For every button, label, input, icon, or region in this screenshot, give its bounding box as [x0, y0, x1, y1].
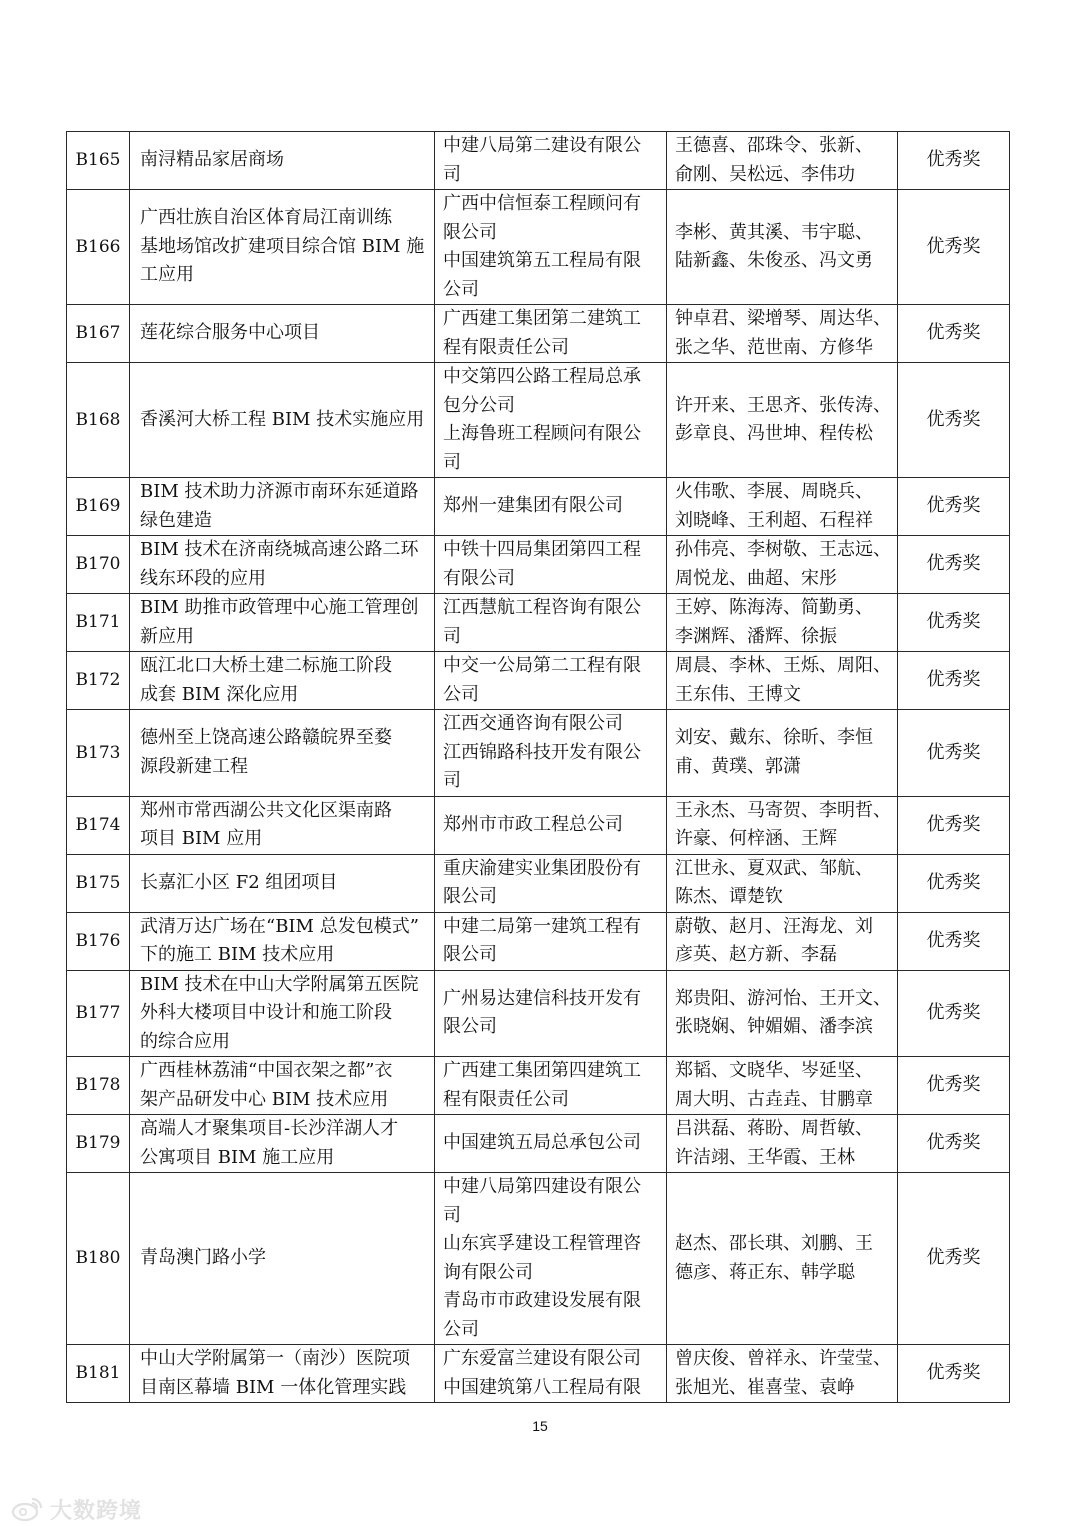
award-level-cell: 优秀奖: [898, 594, 1010, 652]
company-line: 司: [443, 625, 461, 647]
project-name-line: 香溪河大桥工程 BIM 技术实施应用: [140, 408, 425, 430]
company-line: 公司: [443, 278, 479, 300]
participants-cell: [667, 363, 898, 478]
table-row: [67, 1115, 1010, 1173]
participants-line: 王永杰、马寄贺、李明哲、: [675, 799, 891, 821]
project-name-cell: [130, 1345, 435, 1403]
project-name-cell: [130, 912, 435, 970]
participants-line: 王德喜、邵珠令、张新、: [675, 135, 873, 156]
project-name-cell: [130, 1057, 435, 1115]
entry-id-cell: B174: [67, 796, 130, 854]
project-name-cell: [130, 652, 435, 710]
participants-line: 陈杰、谭楚钦: [675, 886, 783, 907]
company-line: 程有限责任公司: [443, 1088, 569, 1110]
company-line: 包分公司: [443, 394, 515, 416]
participants-line: 德彦、蒋正东、韩学聪: [675, 1261, 855, 1283]
project-name-line: 武清万达广场在“BIM 总发包模式”: [140, 915, 419, 937]
entry-id-cell: B168: [67, 363, 130, 478]
award-level-cell: 优秀奖: [898, 1057, 1010, 1115]
company-cell: [435, 478, 667, 536]
page-number: 15: [532, 1418, 548, 1434]
project-name-line: 广西壮族自治区体育局江南训练: [140, 207, 392, 229]
project-name-line: 外科大楼项目中设计和施工阶段: [140, 1002, 392, 1023]
participants-cell: [667, 1115, 898, 1173]
participants-line: 周大明、古垚垚、甘鹏章: [675, 1088, 873, 1110]
participants-line: 孙伟亮、李树敬、王志远、: [675, 539, 891, 560]
participants-line: 刘安、戴东、徐昕、李恒: [675, 727, 873, 749]
participants-cell: [667, 594, 898, 652]
award-level-cell: 优秀奖: [898, 854, 1010, 912]
participants-cell: [667, 970, 898, 1057]
entry-id-cell: B171: [67, 594, 130, 652]
project-name-line: 下的施工 BIM 技术应用: [140, 944, 335, 965]
company-cell: [435, 710, 667, 797]
participants-line: 郑贵阳、游河怡、王开文、: [675, 987, 891, 1009]
participants-cell: [667, 1345, 898, 1403]
project-name-line: BIM 技术在中山大学附属第五医院: [140, 973, 419, 995]
participants-cell: [667, 912, 898, 970]
company-line: 公司: [443, 683, 479, 705]
company-line: 青岛市市政建设发展有限: [443, 1290, 641, 1311]
company-line: 广东爱富兰建设有限公司: [443, 1348, 641, 1369]
participants-line: 俞刚、吴松远、李伟功: [675, 163, 855, 185]
participants-line: 火伟歌、李展、周晓兵、: [675, 481, 873, 502]
participants-line: 张晓娴、钟媚媚、潘李滨: [675, 1016, 873, 1038]
entry-id-cell: B176: [67, 912, 130, 970]
award-table: [66, 131, 1010, 1403]
company-line: 询有限公司: [443, 1261, 533, 1283]
award-level-cell: 优秀奖: [898, 536, 1010, 594]
company-line: 限公司: [443, 944, 497, 965]
project-name-line: 的综合应用: [140, 1030, 230, 1052]
company-line: 广州易达建信科技开发有: [443, 987, 641, 1009]
project-name-cell: [130, 854, 435, 912]
project-name-line: 工应用: [140, 264, 194, 286]
project-name-line: 郑州市常西湖公共文化区渠南路: [140, 799, 392, 821]
project-name-line: 德州至上饶高速公路赣皖界至婺: [140, 727, 392, 749]
company-cell: [435, 854, 667, 912]
award-level-cell: 优秀奖: [898, 710, 1010, 797]
participants-line: 郑韬、文晓华、岑延坚、: [675, 1060, 873, 1081]
participants-cell: [667, 478, 898, 536]
company-line: 有限公司: [443, 567, 515, 589]
company-cell: [435, 1345, 667, 1403]
participants-line: 许洁翊、王华霞、王林: [675, 1146, 855, 1168]
company-cell: [435, 1173, 667, 1345]
table-row: [67, 710, 1010, 797]
participants-cell: [667, 536, 898, 594]
project-name-cell: [130, 190, 435, 305]
award-level-cell: 优秀奖: [898, 132, 1010, 190]
company-line: 中国建筑第五工程局有限: [443, 250, 641, 271]
participants-line: 钟卓君、梁增琴、周达华、: [675, 308, 891, 329]
entry-id-cell: B170: [67, 536, 130, 594]
participants-line: 李彬、黄其溪、韦宇聪、: [675, 221, 873, 243]
table-row: [67, 970, 1010, 1057]
company-line: 公司: [443, 1318, 479, 1340]
participants-line: 彦英、赵方新、李磊: [675, 944, 837, 965]
project-name-cell: [130, 594, 435, 652]
entry-id-cell: B165: [67, 132, 130, 190]
company-cell: [435, 363, 667, 478]
participants-line: 刘晓峰、王利超、石程祥: [675, 509, 873, 531]
company-cell: [435, 912, 667, 970]
award-level-cell: 优秀奖: [898, 305, 1010, 363]
entry-id-cell: B167: [67, 305, 130, 363]
table-row: [67, 912, 1010, 970]
table-row: [67, 594, 1010, 652]
company-line: 中建二局第一建筑工程有: [443, 915, 641, 937]
project-name-cell: [130, 363, 435, 478]
table-row: [67, 305, 1010, 363]
company-cell: [435, 796, 667, 854]
participants-cell: [667, 305, 898, 363]
table-row: [67, 854, 1010, 912]
company-line: 重庆渝建实业集团股份有: [443, 857, 641, 879]
company-line: 中交一公局第二工程有限: [443, 655, 641, 676]
company-cell: [435, 594, 667, 652]
company-line: 中铁十四局集团第四工程: [443, 539, 641, 560]
project-name-cell: [130, 1173, 435, 1345]
watermark-text: 大数跨境: [50, 1498, 143, 1524]
participants-cell: [667, 1173, 898, 1345]
company-line: 中国建筑五局总承包公司: [443, 1132, 641, 1154]
project-name-line: 线东环段的应用: [140, 567, 266, 589]
company-line: 司: [443, 451, 461, 473]
entry-id-cell: B177: [67, 970, 130, 1057]
company-line: 江西锦路科技开发有限公: [443, 741, 641, 763]
participants-line: 张旭光、崔喜莹、袁峥: [675, 1376, 855, 1398]
project-name-line: BIM 助推市政管理中心施工管理创: [140, 597, 419, 618]
project-name-cell: [130, 710, 435, 797]
participants-line: 许开来、王思齐、张传涛、: [675, 394, 891, 416]
entry-id-cell: B166: [67, 190, 130, 305]
company-line: 江西慧航工程咨询有限公: [443, 597, 641, 618]
entry-id-cell: B175: [67, 854, 130, 912]
entry-id-cell: B169: [67, 478, 130, 536]
participants-line: 吕洪磊、蒋盼、周哲敏、: [675, 1118, 873, 1139]
participants-line: 周悦龙、曲超、宋彤: [675, 567, 837, 589]
participants-cell: [667, 132, 898, 190]
participants-cell: [667, 190, 898, 305]
project-name-cell: [130, 536, 435, 594]
project-name-line: 绿色建造: [140, 509, 212, 531]
company-line: 中国建筑第八工程局有限: [443, 1376, 641, 1398]
project-name-line: 瓯江北口大桥土建二标施工阶段: [140, 655, 392, 676]
company-cell: [435, 652, 667, 710]
company-cell: [435, 1057, 667, 1115]
award-level-cell: 优秀奖: [898, 970, 1010, 1057]
company-line: 江西交通咨询有限公司: [443, 713, 623, 734]
participants-line: 甫、黄璞、郭潇: [675, 755, 801, 777]
table-row: [67, 536, 1010, 594]
participants-cell: [667, 652, 898, 710]
participants-line: 赵杰、邵长琪、刘鹏、王: [675, 1233, 873, 1254]
company-line: 限公司: [443, 221, 497, 243]
participants-cell: [667, 710, 898, 797]
company-line: 限公司: [443, 1016, 497, 1038]
participants-cell: [667, 796, 898, 854]
watermark: [10, 1494, 142, 1524]
entry-id-cell: B178: [67, 1057, 130, 1115]
company-line: 程有限责任公司: [443, 336, 569, 358]
participants-line: 曾庆俊、曾祥永、许莹莹、: [675, 1348, 891, 1369]
table-row: [67, 652, 1010, 710]
project-name-cell: [130, 478, 435, 536]
company-line: 上海鲁班工程顾问有限公: [443, 423, 641, 444]
award-level-cell: 优秀奖: [898, 1115, 1010, 1173]
participants-line: 王东伟、王博文: [675, 683, 801, 705]
project-name-line: 架产品研发中心 BIM 技术应用: [140, 1088, 389, 1110]
participants-line: 彭章良、冯世坤、程传松: [675, 423, 873, 444]
award-level-cell: 优秀奖: [898, 1345, 1010, 1403]
company-line: 广西建工集团第二建筑工: [443, 308, 641, 329]
project-name-cell: [130, 970, 435, 1057]
table-row: [67, 132, 1010, 190]
company-cell: [435, 970, 667, 1057]
award-level-cell: 优秀奖: [898, 912, 1010, 970]
entry-id-cell: B180: [67, 1173, 130, 1345]
table-row: [67, 1345, 1010, 1403]
project-name-line: 项目 BIM 应用: [140, 828, 263, 849]
company-line: 司: [443, 1204, 461, 1226]
project-name-cell: [130, 132, 435, 190]
entry-id-cell: B172: [67, 652, 130, 710]
award-level-cell: 优秀奖: [898, 190, 1010, 305]
project-name-line: 广西桂林荔浦“中国衣架之都”衣: [140, 1060, 393, 1081]
project-name-line: 高端人才聚集项目-长沙洋湖人才: [140, 1118, 399, 1139]
participants-line: 王婷、陈海涛、简勤勇、: [675, 597, 873, 618]
table-row: [67, 796, 1010, 854]
project-name-line: 中山大学附属第一（南沙）医院项: [140, 1348, 410, 1369]
table-row: [67, 478, 1010, 536]
table-row: [67, 363, 1010, 478]
company-line: 广西建工集团第四建筑工: [443, 1060, 641, 1081]
project-name-line: BIM 技术助力济源市南环东延道路: [140, 481, 419, 502]
company-line: 郑州一建集团有限公司: [443, 495, 623, 517]
participants-line: 陆新鑫、朱俊丞、冯文勇: [675, 250, 873, 271]
project-name-line: 南浔精品家居商场: [140, 149, 284, 171]
entry-id-cell: B181: [67, 1345, 130, 1403]
project-name-cell: [130, 305, 435, 363]
company-line: 中建八局第二建设有限公: [443, 135, 641, 156]
table-row: [67, 190, 1010, 305]
project-name-line: 青岛澳门路小学: [140, 1247, 266, 1269]
company-cell: [435, 1115, 667, 1173]
participants-cell: [667, 1057, 898, 1115]
company-line: 中交第四公路工程局总承: [443, 366, 641, 387]
entry-id-cell: B179: [67, 1115, 130, 1173]
company-cell: [435, 305, 667, 363]
company-line: 广西中信恒泰工程顾问有: [443, 193, 641, 214]
award-level-cell: 优秀奖: [898, 363, 1010, 478]
project-name-line: 莲花综合服务中心项目: [140, 322, 320, 344]
entry-id-cell: B173: [67, 710, 130, 797]
project-name-line: 长嘉汇小区 F2 组团项目: [140, 871, 338, 893]
company-line: 郑州市市政工程总公司: [443, 813, 623, 835]
participants-line: 张之华、范世南、方修华: [675, 336, 873, 358]
award-level-cell: 优秀奖: [898, 796, 1010, 854]
company-line: 限公司: [443, 886, 497, 907]
award-level-cell: 优秀奖: [898, 478, 1010, 536]
company-line: 司: [443, 770, 461, 791]
company-line: 司: [443, 163, 461, 185]
award-level-cell: 优秀奖: [898, 652, 1010, 710]
participants-line: 周晨、李林、王烁、周阳、: [675, 655, 891, 676]
project-name-line: 新应用: [140, 625, 194, 647]
project-name-line: 源段新建工程: [140, 755, 248, 777]
award-table-body: [67, 132, 1010, 1403]
table-row: [67, 1173, 1010, 1345]
project-name-cell: [130, 796, 435, 854]
project-name-cell: [130, 1115, 435, 1173]
participants-line: 江世永、夏双武、邹航、: [675, 857, 873, 879]
project-name-line: BIM 技术在济南绕城高速公路二环: [140, 539, 419, 560]
company-cell: [435, 536, 667, 594]
participants-line: 李渊辉、潘辉、徐振: [675, 625, 837, 647]
company-cell: [435, 132, 667, 190]
company-line: 中建八局第四建设有限公: [443, 1176, 641, 1197]
participants-line: 许豪、何梓涵、王辉: [675, 828, 837, 849]
participants-cell: [667, 854, 898, 912]
company-line: 山东宾孚建设工程管理咨: [443, 1233, 641, 1254]
project-name-line: 目南区幕墙 BIM 一体化管理实践: [140, 1376, 407, 1398]
company-cell: [435, 190, 667, 305]
project-name-line: 成套 BIM 深化应用: [140, 683, 299, 705]
table-row: [67, 1057, 1010, 1115]
weibo-logo-icon: [10, 1496, 44, 1522]
award-level-cell: 优秀奖: [898, 1173, 1010, 1345]
participants-line: 蔚敬、赵月、汪海龙、刘: [675, 915, 873, 937]
project-name-line: 公寓项目 BIM 施工应用: [140, 1146, 335, 1168]
project-name-line: 基地场馆改扩建项目综合馆 BIM 施: [140, 235, 425, 257]
